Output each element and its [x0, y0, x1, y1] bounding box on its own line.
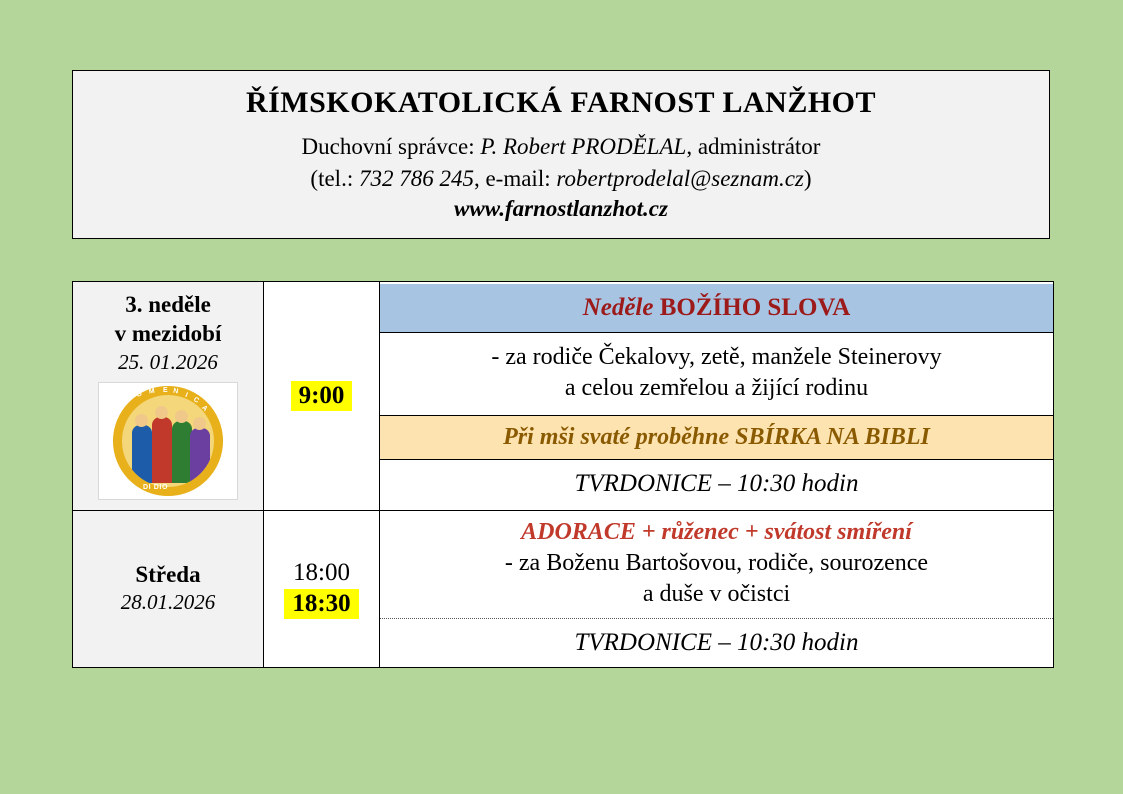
feast-banner-roman: BOŽÍHO SLOVA	[659, 293, 851, 321]
sunday-of-word-logo	[98, 382, 238, 500]
intention-line-1: - za Boženu Bartošovou, rodiče, sourozence	[504, 549, 929, 576]
mass-intention-wednesday	[380, 548, 1053, 619]
contact-close-paren: )	[803, 165, 812, 191]
adoration-label: ADORACE	[521, 518, 636, 545]
website-link[interactable]: www.farnostlanzhot.cz	[454, 196, 668, 222]
intention-line-2: a celou zemřelou a žijící rodinu	[564, 374, 869, 401]
parish-header	[72, 70, 1050, 239]
mass-time-highlight: 9:00	[291, 381, 353, 411]
mass-time-highlight: 18:30	[284, 589, 358, 619]
adoration-extras: + růženec + svátost smíření	[635, 518, 912, 545]
administrator-line	[83, 131, 1039, 163]
day-name: 3. neděle	[125, 292, 211, 317]
administrator-role: , administrátor	[686, 134, 821, 159]
administrator-name: P. Robert PRODĚLAL	[480, 134, 687, 159]
intention-line-2: a duše v očistci	[642, 580, 791, 607]
time-cell-wednesday	[264, 510, 380, 667]
phone-number: 732 786 245	[358, 165, 474, 191]
table-row	[73, 282, 1054, 511]
adoration-time: 18:00	[293, 558, 350, 586]
logo-text: D O M E N I C A DI DIO	[124, 386, 209, 491]
logo-circle-icon	[113, 386, 223, 496]
contact-line	[83, 163, 1039, 195]
intention-line-1: - za rodiče Čekalovy, zetě, manžele Steinerovy	[491, 343, 942, 370]
email-address: robertprodelal@seznam.cz	[556, 165, 804, 191]
day-date: 28.01.2026	[120, 590, 216, 615]
day-subtitle: v mezidobí	[114, 321, 222, 347]
day-name: Středa	[135, 561, 201, 587]
day-cell-sunday	[73, 282, 264, 511]
phone-label: (tel.:	[310, 165, 359, 191]
time-cell-sunday	[264, 282, 380, 511]
details-cell-sunday	[380, 282, 1054, 511]
feast-banner-italic: Neděle	[582, 293, 660, 321]
page-title: ŘÍMSKOKATOLICKÁ FARNOST LANŽHOT	[245, 86, 877, 119]
mass-schedule-table	[72, 281, 1054, 668]
administrator-label: Duchovní správce:	[301, 134, 481, 159]
adoration-line	[380, 511, 1053, 548]
other-parish-time-wednesday: TVRDONICE – 10:30 hodin	[574, 629, 859, 657]
collection-notice: Při mši svaté proběhne SBÍRKA NA BIBLI	[380, 416, 1053, 460]
details-cell-wednesday	[380, 510, 1054, 667]
feast-banner	[380, 284, 1053, 333]
mass-intention-sunday	[380, 333, 1053, 416]
day-cell-wednesday	[73, 510, 264, 667]
day-date: 25. 01.2026	[118, 349, 218, 374]
email-label: , e-mail:	[473, 165, 557, 191]
other-parish-time-sunday: TVRDONICE – 10:30 hodin	[574, 470, 859, 498]
table-row	[73, 510, 1054, 667]
